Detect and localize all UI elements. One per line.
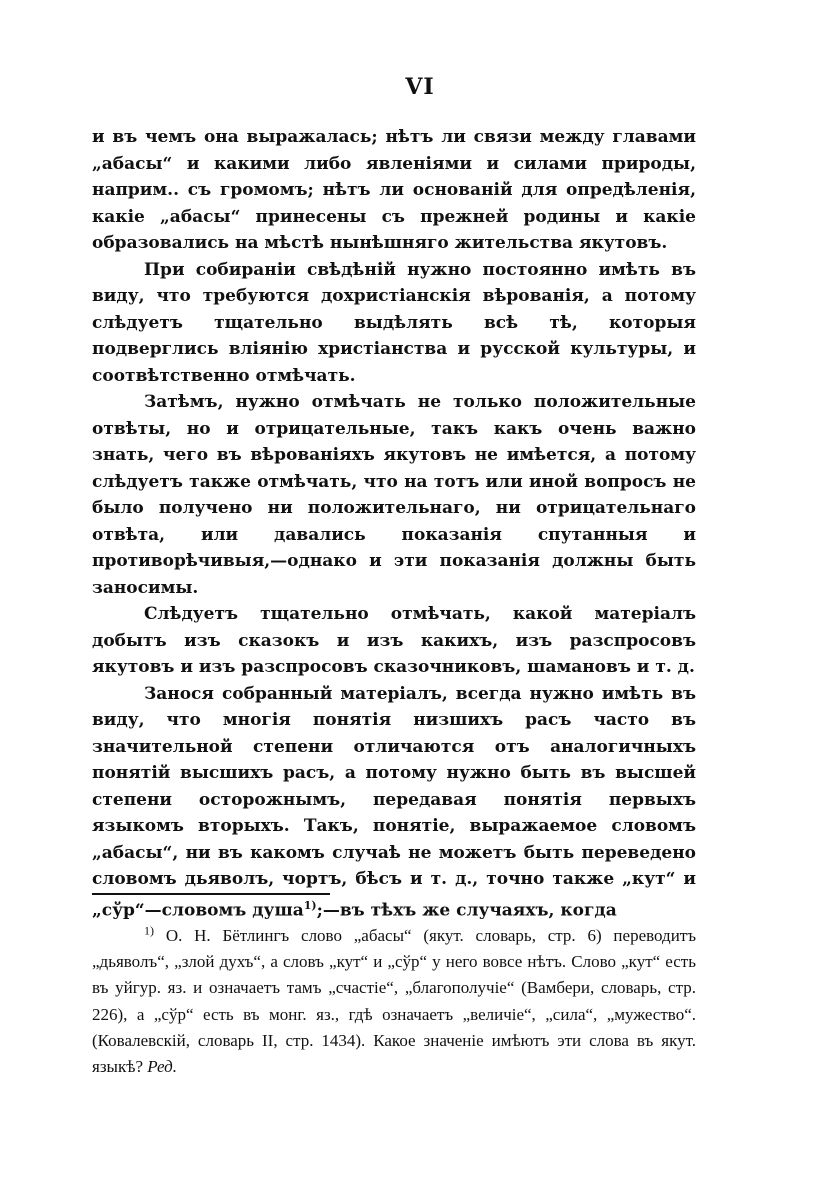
- editor-mark: Ред.: [147, 1057, 177, 1077]
- footnote-reference[interactable]: 1): [303, 898, 317, 912]
- paragraph-5-tail: ;—въ тѣхъ же случаяхъ, когда: [316, 900, 617, 921]
- footnote-paragraph: [92, 923, 696, 1080]
- paragraph-1: и въ чемъ она выражалась; нѣтъ ли связи между главами „абасы“ и какими либо явленіями и силами природы, наприм.. съ громомъ; нѣтъ ли основаній для опредѣленія, какіе „абасы“ принесены съ прежней родины и какіе образовались на мѣстѣ нынѣшняго жительства якутовъ.: [92, 127, 696, 253]
- paragraph-4: Слѣдуетъ тщательно отмѣчать, какой матеріалъ добытъ изъ сказокъ и изъ какихъ, изъ разспросовъ якутовъ и изъ разспросовъ сказочниковъ, шамановъ и т. д.: [92, 604, 696, 677]
- footnote-divider: [92, 893, 330, 895]
- body-text: [92, 124, 696, 924]
- paragraph-5: [92, 681, 696, 924]
- page-number: VI: [405, 74, 435, 100]
- paragraph-3: Затѣмъ, нужно отмѣчать не только положительные отвѣты, но и отрицательные, такъ какъ очень важно знать, чего въ вѣрованіяхъ якутовъ не имѣется, а потому слѣдуетъ также отмѣчать, что на тотъ или иной вопросъ не было получено ни положительнаго, ни отрицательнаго отвѣта, или давались показанія спутанныя и противорѣчивыя,—однако и эти показанія должны быть заносимы.: [92, 392, 696, 598]
- footnote: [92, 923, 696, 1080]
- paragraph-5-text: Занося собранный матеріалъ, всегда нужно имѣть въ виду, что многія понятія низшихъ расъ часто въ значительной степени отличаются отъ аналогичныхъ понятій высшихъ расъ, а потому нужно быть въ высшей степени осторожнымъ, передавая понятія первыхъ языкомъ вторыхъ. Такъ, понятіе, выражаемое словомъ „абасы“, ни въ какомъ случаѣ не можетъ быть переведено словомъ дьяволъ, чортъ, бѣсъ и т. д., точно также „кут“ и „сўр“—словомъ душа: [92, 683, 696, 921]
- footnote-text: О. Н. Бётлингъ слово „абасы“ (якут. словарь, стр. 6) переводитъ „дьяволъ“, „злой духъ“, а словъ „кут“ и „сўр“ у него вовсе нѣтъ. Слово „кут“ есть въ уйгур. яз. и означаетъ тамъ „счастіе“, „благополучіе“ (Вамбери, словарь, стр. 226), а „сўр“ есть въ монг. яз., гдѣ означаетъ „величіе“, „сила“, „мужество“. (Ковалевскій, словарь II, стр. 1434). Какое значеніе имѣютъ эти слова въ якут. языкѣ?: [92, 926, 697, 1077]
- paragraph-2: При собираніи свѣдѣній нужно постоянно имѣть въ виду, что требуются дохристіанскія вѣрованія, а потому слѣдуетъ тщательно выдѣлять всѣ тѣ, которыя подверглись вліянію христіанства и русской культуры, и соотвѣтственно отмѣчать.: [92, 259, 696, 386]
- footnote-mark: 1): [144, 923, 154, 938]
